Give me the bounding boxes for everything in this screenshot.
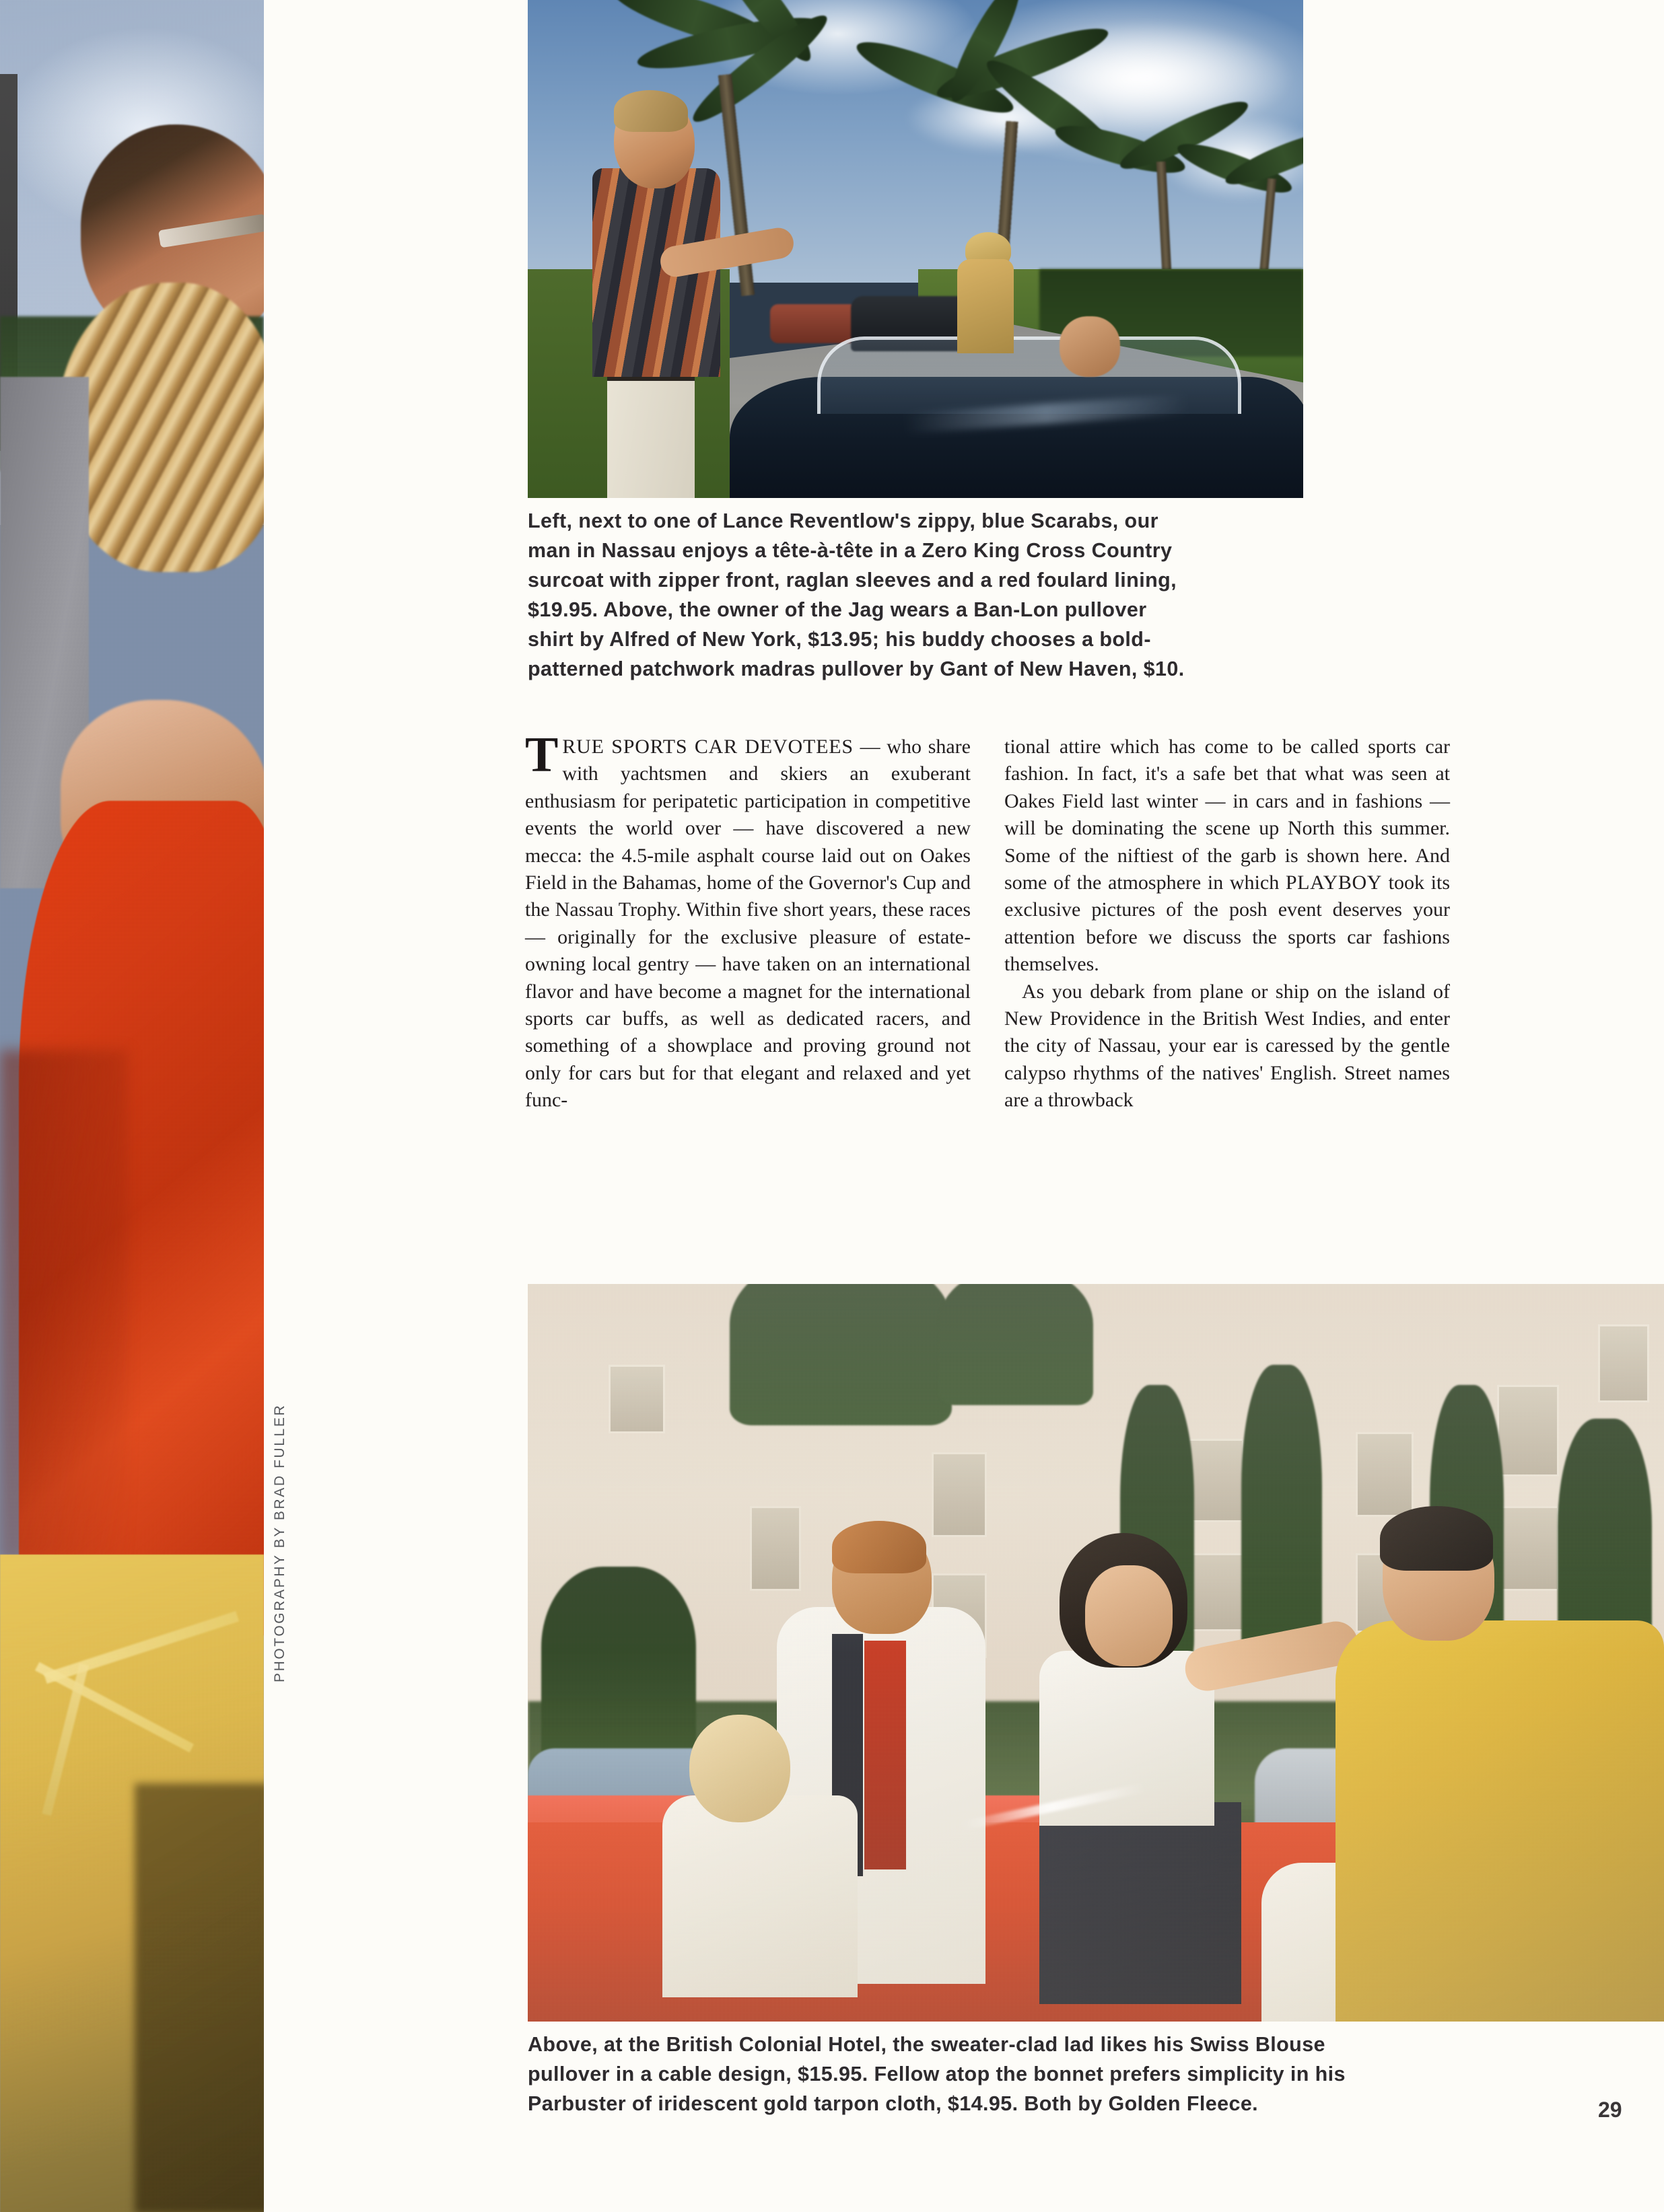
red-blouse-shadow [0, 1050, 128, 1561]
page-number: 29 [1598, 2098, 1622, 2122]
caption-line: Parbuster of iridescent gold tarpon cloth, $14.95. Both by Golden Fleece. [528, 2092, 1259, 2115]
woman-face [1085, 1565, 1173, 1666]
caption-line: man in Nassau enjoys a tête-à-tête in a Zero King Cross Country [528, 539, 1173, 562]
article-text: — who share with yachtsmen and skiers an exuberant enthusiasm for peripatetic participation in competitive events the world over — have discovered a new mecca: the 4.5-mile asphalt course laid out on Oakes Field in the Bahamas, home of the Governor's Cup and the Nassau Trophy. Within five short years, these races — originally for the exclusive pleasure of estate-owning local gentry — have taken on an international flavor and have become a magnet for the international sports car buffs, as well as dedicated racers, and something of a showplace and proving ground not only for cars but for that elegant and relaxed and yet func- [525, 736, 971, 1112]
background-car-red [770, 304, 858, 343]
window [1598, 1324, 1649, 1402]
top-photo [528, 0, 1303, 498]
article-column-left [525, 727, 971, 1114]
fabric-fold-shadow [135, 1783, 264, 2212]
article-paragraph [525, 727, 971, 1114]
window [1187, 1553, 1244, 1631]
bottom-photo-caption [528, 2030, 1476, 2118]
window [1497, 1385, 1559, 1476]
brand-name-playboy: PLAYBOY [1285, 871, 1382, 894]
left-bleed-photo [0, 0, 264, 2212]
caption-line: pullover in a cable design, $15.95. Fellow atop the bonnet prefers simplicity in his [528, 2063, 1346, 2085]
caption-line: shirt by Alfred of New York, $13.95; his buddy chooses a bold- [528, 628, 1151, 651]
article-column-right [1004, 734, 1450, 1114]
article-paragraph [1004, 734, 1450, 978]
red-scarf [864, 1641, 906, 1869]
palm-fronds [730, 1284, 952, 1425]
gold-tarpon-cloth-jacket [1336, 1620, 1664, 2022]
window [750, 1506, 801, 1591]
caption-line: Left, next to one of Lance Reventlow's zippy, blue Scarabs, our [528, 509, 1158, 532]
photo-credit: PHOTOGRAPHY BY BRAD FULLER [272, 1403, 287, 1682]
palm-trunk-foliage [1241, 1365, 1322, 1668]
article-body [525, 727, 1450, 1114]
caption-line: patterned patchwork madras pullover by Gant of New Haven, $10. [528, 657, 1185, 680]
blonde-woman-head [689, 1715, 790, 1822]
article-text: took its exclusive pictures of the posh event deserves your attention before we discuss the sports car fashions themselves. [1004, 871, 1450, 976]
article-paragraph: As you debark from plane or ship on the island of New Providence in the British West Indies, and enter the city of Nassau, your ear is caressed by the gentle calypso rhythms of the natives' English. Street names are a throwback [1004, 980, 1450, 1112]
window [1356, 1432, 1414, 1517]
blonde-woman-blouse [662, 1795, 858, 1997]
caption-line: surcoat with zipper front, raglan sleeves and a red foulard lining, [528, 569, 1177, 592]
top-photo-caption [528, 506, 1303, 684]
window [1187, 1439, 1244, 1522]
drop-cap: T [525, 727, 559, 783]
standing-man-hair [614, 90, 688, 132]
man-hair [832, 1521, 926, 1573]
opening-small-caps: RUE SPORTS CAR DEVOTEES [562, 736, 854, 758]
caption-line: Above, at the British Colonial Hotel, the sweater-clad lad likes his Swiss Blouse [528, 2033, 1325, 2056]
article-text: tional attire which has come to be called sports car fashion. In fact, it's a safe bet that what was seen at Oakes Field last winter — in cars and in fashions — will be dominating the scene up North this summer. Some of the niftiest of the garb is shown here. And some of the atmosphere in which [1004, 736, 1450, 894]
woman-black-trousers [1039, 1802, 1241, 2004]
man-hair [1380, 1506, 1493, 1571]
caption-line: $19.95. Above, the owner of the Jag wears a Ban-Lon pullover [528, 598, 1147, 621]
window [1497, 1506, 1559, 1591]
standing-man-trousers [607, 373, 695, 498]
window [932, 1452, 987, 1537]
palm-fronds [938, 1284, 1093, 1405]
windshield [817, 336, 1241, 414]
driver-figure [1060, 316, 1120, 377]
bottom-photo [528, 1284, 1664, 2022]
passenger-body [957, 259, 1014, 353]
window [609, 1365, 665, 1433]
